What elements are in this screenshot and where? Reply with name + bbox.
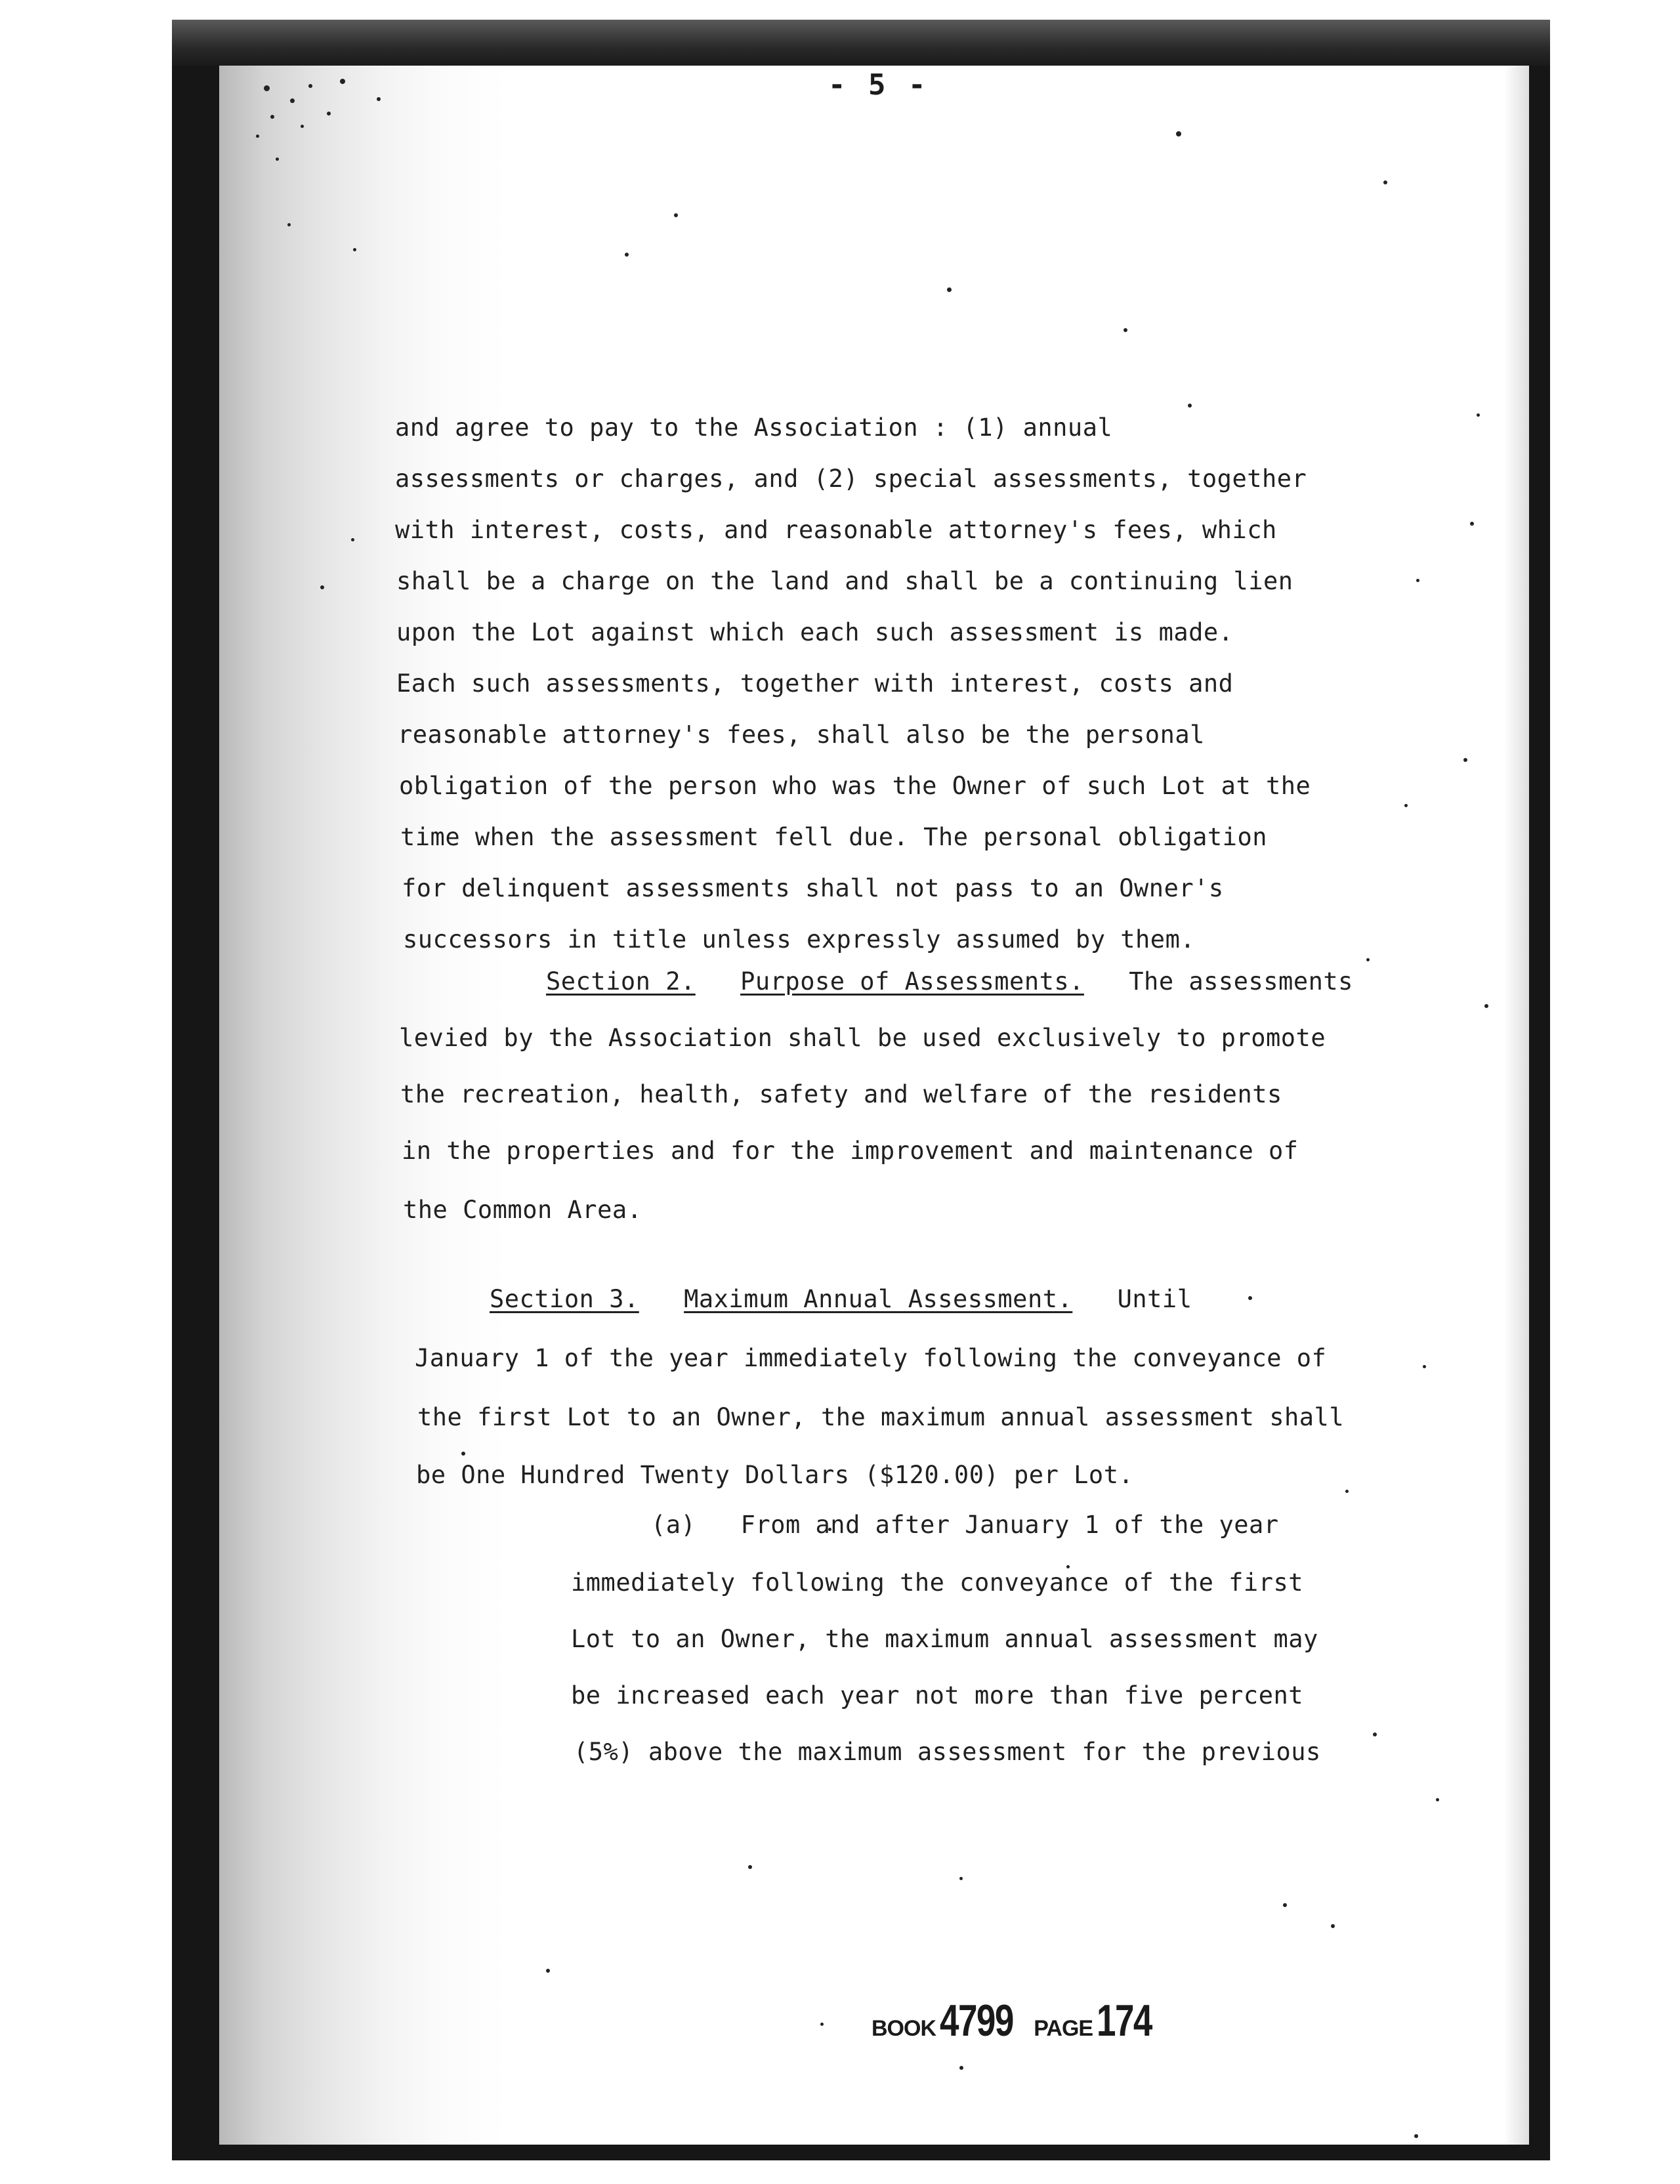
section-3-heading-line (490, 1285, 1192, 1314)
section-3-title: Maximum Annual Assessment. (684, 1285, 1073, 1313)
body-line: with interest, costs, and reasonable attorney's fees, which (395, 516, 1277, 544)
section-2-line: the Common Area. (403, 1196, 642, 1224)
body-line: for delinquent assessments shall not pass to an Owner's (402, 874, 1224, 902)
section-2-title: Purpose of Assessments. (740, 967, 1084, 996)
section-2-line: the recreation, health, safety and welfare of the residents (400, 1080, 1282, 1108)
body-line: reasonable attorney's fees, shall also be the personal (398, 721, 1205, 749)
book-label: BOOK (872, 2016, 936, 2041)
section-2-line: levied by the Association shall be used exclusively to promote (399, 1024, 1326, 1052)
page-label: PAGE (1034, 2016, 1093, 2041)
recorded-page-number: 174 (1097, 1996, 1152, 2046)
subsection-a-line: Lot to an Owner, the maximum annual assessment may (571, 1625, 1318, 1653)
book-page-stamp (872, 1995, 1167, 2046)
subsection-a-first-line (651, 1511, 1279, 1540)
body-line: successors in title unless expressly assumed by them. (403, 925, 1196, 954)
subsection-a-marker: (a) (651, 1511, 696, 1539)
section-3-line: January 1 of the year immediately following the conveyance of (415, 1344, 1327, 1372)
scan-top-edge (172, 20, 1550, 66)
section-2-heading-line (546, 967, 1353, 996)
body-line: shall be a charge on the land and shall be a continuing lien (396, 567, 1293, 595)
subsection-a-first-text: From and after January 1 of the year (740, 1511, 1279, 1539)
section-3-first-line: Until (1117, 1285, 1192, 1313)
book-number: 4799 (940, 1996, 1013, 2046)
body-line: assessments or charges, and (2) special assessments, together (395, 465, 1307, 493)
body-line: Each such assessments, together with interest, costs and (396, 669, 1234, 698)
section-2-label: Section 2. (546, 967, 696, 996)
body-line: and agree to pay to the Association : (1) annual (395, 413, 1113, 442)
body-line: upon the Lot against which each such assessment is made. (396, 618, 1234, 646)
section-2-line: in the properties and for the improvement and maintenance of (402, 1137, 1299, 1165)
section-2-first-line: The assessments (1129, 967, 1353, 996)
subsection-a-line: (5%) above the maximum assessment for the previous (574, 1738, 1321, 1766)
subsection-a-line: be increased each year not more than five percent (571, 1681, 1304, 1710)
body-line: obligation of the person who was the Owner of such Lot at the (399, 772, 1311, 800)
section-3-line: be One Hundred Twenty Dollars ($120.00) per Lot. (416, 1461, 1134, 1489)
page-number: - 5 - (828, 68, 929, 102)
section-3-label: Section 3. (490, 1285, 639, 1313)
body-line: time when the assessment fell due. The personal obligation (400, 823, 1268, 851)
section-3-line: the first Lot to an Owner, the maximum annual assessment shall (417, 1403, 1345, 1431)
page-edge-shadow (1504, 66, 1529, 2145)
subsection-a-line: immediately following the conveyance of the first (571, 1568, 1304, 1597)
